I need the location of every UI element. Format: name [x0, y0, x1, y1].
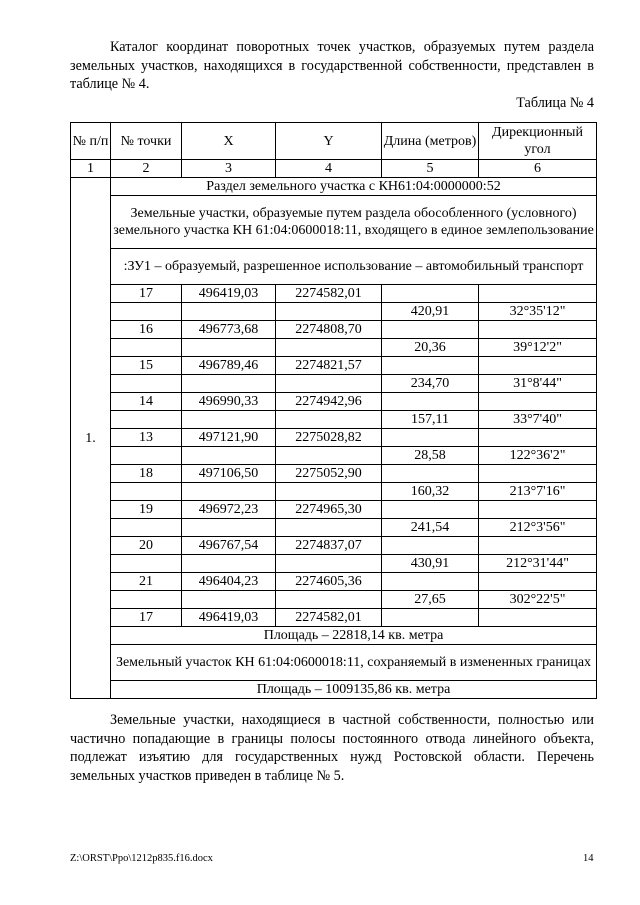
point-row: [71, 609, 597, 627]
zu-description: :ЗУ1 – образуемый, разрешенное использование – автомобильный транспорт: [111, 249, 597, 285]
direction-angle: 213°7'16": [479, 483, 597, 501]
empty-cell: [111, 411, 182, 429]
section-row: [71, 178, 597, 196]
segment-length: 430,91: [382, 555, 479, 573]
point-number: 17: [111, 285, 182, 303]
segment-row: [71, 591, 597, 609]
empty-cell: [382, 285, 479, 303]
empty-cell: [479, 429, 597, 447]
segment-row: [71, 447, 597, 465]
empty-cell: [276, 591, 382, 609]
empty-cell: [276, 339, 382, 357]
outro-paragraph: Земельные участки, находящиеся в частной собственности, полностью или частично попадающие в границы полосы постоянного отвода линейного объекта, подлежат изъятию для государственных нужд Ростовской области. Перечень земельных участков приведен в таблице № 5.: [70, 712, 594, 784]
empty-cell: [182, 519, 276, 537]
x-coordinate: 496972,23: [182, 501, 276, 519]
y-coordinate: 2275052,90: [276, 465, 382, 483]
x-coordinate: 496419,03: [182, 609, 276, 627]
y-coordinate: 2274582,01: [276, 609, 382, 627]
column-number: 3: [182, 160, 276, 178]
point-row: [71, 465, 597, 483]
segment-row: [71, 555, 597, 573]
y-coordinate: 2274808,70: [276, 321, 382, 339]
retained-parcel-row: [71, 645, 597, 681]
empty-cell: [276, 555, 382, 573]
empty-cell: [182, 591, 276, 609]
header-cell: Длина (метров): [382, 123, 479, 160]
segment-length: 27,65: [382, 591, 479, 609]
empty-cell: [182, 375, 276, 393]
empty-cell: [382, 393, 479, 411]
point-number: 14: [111, 393, 182, 411]
empty-cell: [111, 483, 182, 501]
zu-description-row: [71, 249, 597, 285]
parcel-description: Земельные участки, образуемые путем раздела обособленного (условного) земельного участка КН 61:04:0600018:11, входящего в единое землепользование: [111, 196, 597, 249]
x-coordinate: 496990,33: [182, 393, 276, 411]
point-row: [71, 393, 597, 411]
empty-cell: [479, 573, 597, 591]
direction-angle: 302°22'5": [479, 591, 597, 609]
x-coordinate: 496404,23: [182, 573, 276, 591]
empty-cell: [479, 609, 597, 627]
column-number: 4: [276, 160, 382, 178]
empty-cell: [479, 357, 597, 375]
direction-angle: 33°7'40": [479, 411, 597, 429]
direction-angle: 39°12'2": [479, 339, 597, 357]
empty-cell: [479, 393, 597, 411]
direction-angle: 212°3'56": [479, 519, 597, 537]
direction-angle: 122°36'2": [479, 447, 597, 465]
empty-cell: [111, 375, 182, 393]
segment-row: [71, 375, 597, 393]
segment-row: [71, 483, 597, 501]
empty-cell: [382, 537, 479, 555]
empty-cell: [382, 321, 479, 339]
y-coordinate: 2274942,96: [276, 393, 382, 411]
segment-length: 28,58: [382, 447, 479, 465]
empty-cell: [276, 447, 382, 465]
y-coordinate: 2275028,82: [276, 429, 382, 447]
header-cell: Y: [276, 123, 382, 160]
direction-angle: 32°35'12": [479, 303, 597, 321]
table-caption: Таблица № 4: [516, 95, 594, 111]
segment-row: [71, 411, 597, 429]
empty-cell: [111, 303, 182, 321]
point-row: [71, 537, 597, 555]
footer-file-path: Z:\ORST\Ppo\1212p835.f16.docx: [70, 853, 213, 864]
column-number: 5: [382, 160, 479, 178]
direction-angle: 31°8'44": [479, 375, 597, 393]
y-coordinate: 2274582,01: [276, 285, 382, 303]
parcel-description-row: [71, 196, 597, 249]
empty-cell: [182, 339, 276, 357]
empty-cell: [479, 465, 597, 483]
segment-length: 234,70: [382, 375, 479, 393]
empty-cell: [479, 285, 597, 303]
row-number: 1.: [71, 178, 111, 699]
point-number: 18: [111, 465, 182, 483]
column-number: 2: [111, 160, 182, 178]
segment-length: 157,11: [382, 411, 479, 429]
header-cell: № точки: [111, 123, 182, 160]
intro-paragraph: Каталог координат поворотных точек участков, образуемых путем раздела земельных участков, находящихся в государственной собственности, представлен в таблице № 4.: [70, 39, 594, 93]
point-row: [71, 573, 597, 591]
empty-cell: [111, 339, 182, 357]
empty-cell: [479, 321, 597, 339]
empty-cell: [382, 573, 479, 591]
retained-parcel: Земельный участок КН 61:04:0600018:11, сохраняемый в измененных границах: [111, 645, 597, 681]
segment-length: 160,32: [382, 483, 479, 501]
x-coordinate: 496419,03: [182, 285, 276, 303]
point-number: 20: [111, 537, 182, 555]
empty-cell: [382, 501, 479, 519]
point-number: 19: [111, 501, 182, 519]
x-coordinate: 496789,46: [182, 357, 276, 375]
x-coordinate: 497106,50: [182, 465, 276, 483]
point-row: [71, 285, 597, 303]
segment-length: 420,91: [382, 303, 479, 321]
point-number: 15: [111, 357, 182, 375]
header-cell: № п/п: [71, 123, 111, 160]
header-cell: X: [182, 123, 276, 160]
table-header-row: [71, 123, 597, 160]
area-row: [71, 627, 597, 645]
empty-cell: [479, 537, 597, 555]
column-number: 6: [479, 160, 597, 178]
point-row: [71, 357, 597, 375]
segment-row: [71, 339, 597, 357]
empty-cell: [276, 303, 382, 321]
point-number: 13: [111, 429, 182, 447]
area-retained: Площадь – 1009135,86 кв. метра: [111, 681, 597, 699]
empty-cell: [382, 429, 479, 447]
empty-cell: [276, 375, 382, 393]
point-row: [71, 429, 597, 447]
point-number: 16: [111, 321, 182, 339]
section-title: Раздел земельного участка с КН61:04:0000000:52: [111, 178, 597, 196]
empty-cell: [111, 447, 182, 465]
segment-length: 241,54: [382, 519, 479, 537]
empty-cell: [182, 483, 276, 501]
empty-cell: [111, 591, 182, 609]
empty-cell: [382, 357, 479, 375]
x-coordinate: 496767,54: [182, 537, 276, 555]
direction-angle: 212°31'44": [479, 555, 597, 573]
y-coordinate: 2274965,30: [276, 501, 382, 519]
empty-cell: [276, 483, 382, 501]
segment-length: 20,36: [382, 339, 479, 357]
coordinates-table: [70, 122, 597, 699]
empty-cell: [382, 609, 479, 627]
empty-cell: [111, 519, 182, 537]
area-retained-row: [71, 681, 597, 699]
empty-cell: [276, 519, 382, 537]
area-zu1: Площадь – 22818,14 кв. метра: [111, 627, 597, 645]
segment-row: [71, 303, 597, 321]
empty-cell: [182, 303, 276, 321]
column-number-row: [71, 160, 597, 178]
y-coordinate: 2274821,57: [276, 357, 382, 375]
y-coordinate: 2274605,36: [276, 573, 382, 591]
x-coordinate: 497121,90: [182, 429, 276, 447]
empty-cell: [276, 411, 382, 429]
empty-cell: [479, 501, 597, 519]
point-row: [71, 321, 597, 339]
column-number: 1: [71, 160, 111, 178]
point-row: [71, 501, 597, 519]
empty-cell: [182, 447, 276, 465]
page-number: 14: [583, 853, 594, 864]
segment-row: [71, 519, 597, 537]
point-number: 21: [111, 573, 182, 591]
y-coordinate: 2274837,07: [276, 537, 382, 555]
coordinates-table-body: [71, 123, 597, 699]
empty-cell: [182, 411, 276, 429]
empty-cell: [182, 555, 276, 573]
empty-cell: [111, 555, 182, 573]
x-coordinate: 496773,68: [182, 321, 276, 339]
point-number: 17: [111, 609, 182, 627]
empty-cell: [382, 465, 479, 483]
header-cell: Дирекционный угол: [479, 123, 597, 160]
